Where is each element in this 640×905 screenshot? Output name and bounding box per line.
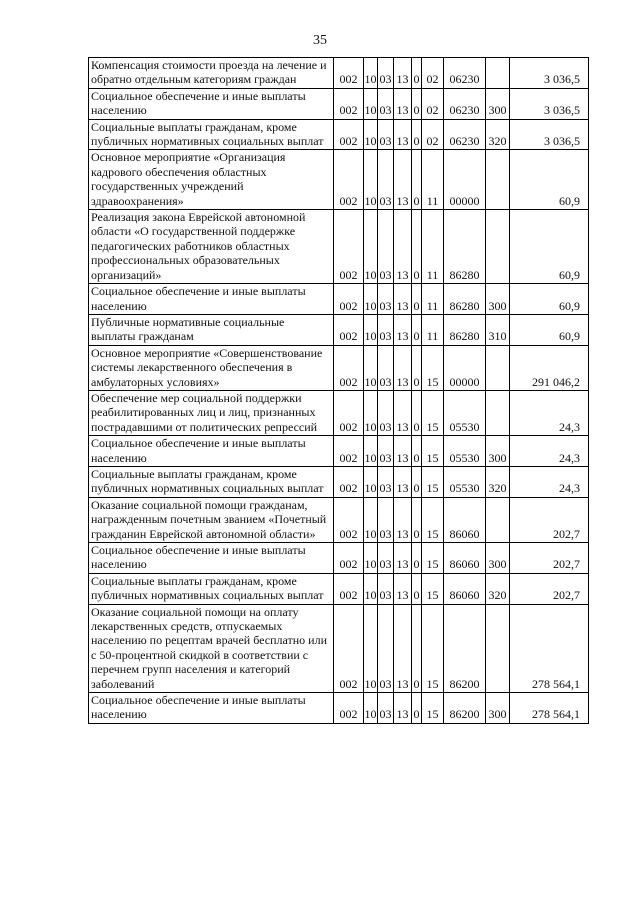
direction-code: 00000	[444, 150, 486, 210]
amount: 24,3	[510, 466, 589, 497]
table-row	[89, 436, 589, 467]
amount: 278 564,1	[510, 604, 589, 692]
event-code: 11	[422, 210, 444, 284]
subprogram-code: 0	[412, 436, 422, 467]
direction-code: 86060	[444, 497, 486, 542]
direction-code: 86200	[444, 693, 486, 724]
expense-type-code	[486, 150, 510, 210]
event-code: 15	[422, 466, 444, 497]
event-code: 15	[422, 573, 444, 604]
subprogram-code: 0	[412, 345, 422, 390]
expense-type-code: 300	[486, 543, 510, 574]
event-code: 02	[422, 88, 444, 119]
table-row	[89, 58, 589, 89]
section-code: 10	[364, 119, 378, 150]
subprogram-code: 0	[412, 573, 422, 604]
event-code: 15	[422, 497, 444, 542]
program-code: 13	[394, 88, 412, 119]
table-row	[89, 345, 589, 390]
row-name: Публичные нормативные социальные выплаты гражданам	[89, 314, 334, 345]
subsection-code: 03	[378, 210, 394, 284]
row-name: Социальное обеспечение и иные выплаты населению	[89, 693, 334, 724]
amount: 3 036,5	[510, 58, 589, 89]
expense-type-code: 320	[486, 119, 510, 150]
row-name: Компенсация стоимости проезда на лечение и обратно отдельным категориям граждан	[89, 58, 334, 89]
amount: 24,3	[510, 436, 589, 467]
subsection-code: 03	[378, 497, 394, 542]
expense-type-code	[486, 390, 510, 435]
amount: 60,9	[510, 150, 589, 210]
table-row	[89, 284, 589, 315]
subsection-code: 03	[378, 345, 394, 390]
event-code: 02	[422, 58, 444, 89]
ministry-code: 002	[334, 466, 364, 497]
section-code: 10	[364, 58, 378, 89]
direction-code: 86280	[444, 284, 486, 315]
direction-code: 86060	[444, 543, 486, 574]
section-code: 10	[364, 390, 378, 435]
row-name: Оказание социальной помощи гражданам, награжденным почетным званием «Почетный гражданин Еврейской автономной области»	[89, 497, 334, 542]
section-code: 10	[364, 436, 378, 467]
amount: 202,7	[510, 573, 589, 604]
program-code: 13	[394, 284, 412, 315]
ministry-code: 002	[334, 436, 364, 467]
direction-code: 86200	[444, 604, 486, 692]
expense-type-code	[486, 345, 510, 390]
subprogram-code: 0	[412, 466, 422, 497]
ministry-code: 002	[334, 693, 364, 724]
table-row	[89, 314, 589, 345]
event-code: 15	[422, 543, 444, 574]
row-name: Социальные выплаты гражданам, кроме публичных нормативных социальных выплат	[89, 573, 334, 604]
program-code: 13	[394, 150, 412, 210]
direction-code: 86280	[444, 210, 486, 284]
section-code: 10	[364, 543, 378, 574]
program-code: 13	[394, 693, 412, 724]
row-name: Социальное обеспечение и иные выплаты населению	[89, 436, 334, 467]
amount: 202,7	[510, 543, 589, 574]
row-name: Социальное обеспечение и иные выплаты населению	[89, 543, 334, 574]
expense-type-code	[486, 210, 510, 284]
row-name: Обеспечение мер социальной поддержки реабилитированных лиц и лиц, признанных пострадавшими от политических репрессий	[89, 390, 334, 435]
program-code: 13	[394, 210, 412, 284]
page-number: 35	[313, 33, 327, 48]
amount: 278 564,1	[510, 693, 589, 724]
subsection-code: 03	[378, 284, 394, 315]
ministry-code: 002	[334, 314, 364, 345]
program-code: 13	[394, 543, 412, 574]
expense-type-code: 300	[486, 284, 510, 315]
program-code: 13	[394, 390, 412, 435]
ministry-code: 002	[334, 573, 364, 604]
subprogram-code: 0	[412, 497, 422, 542]
subprogram-code: 0	[412, 210, 422, 284]
amount: 202,7	[510, 497, 589, 542]
subsection-code: 03	[378, 390, 394, 435]
expense-type-code: 300	[486, 693, 510, 724]
program-code: 13	[394, 345, 412, 390]
direction-code: 06230	[444, 58, 486, 89]
expense-type-code: 320	[486, 466, 510, 497]
table-row	[89, 604, 589, 692]
amount: 60,9	[510, 314, 589, 345]
section-code: 10	[364, 604, 378, 692]
expense-type-code: 300	[486, 88, 510, 119]
section-code: 10	[364, 314, 378, 345]
event-code: 11	[422, 150, 444, 210]
direction-code: 00000	[444, 345, 486, 390]
ministry-code: 002	[334, 284, 364, 315]
amount: 3 036,5	[510, 119, 589, 150]
program-code: 13	[394, 119, 412, 150]
direction-code: 05530	[444, 436, 486, 467]
program-code: 13	[394, 436, 412, 467]
expense-type-code: 300	[486, 436, 510, 467]
table-body	[89, 58, 589, 724]
subprogram-code: 0	[412, 543, 422, 574]
subsection-code: 03	[378, 58, 394, 89]
subsection-code: 03	[378, 543, 394, 574]
section-code: 10	[364, 466, 378, 497]
subprogram-code: 0	[412, 314, 422, 345]
row-name: Социальные выплаты гражданам, кроме публичных нормативных социальных выплат	[89, 466, 334, 497]
amount: 60,9	[510, 210, 589, 284]
event-code: 15	[422, 604, 444, 692]
row-name: Социальное обеспечение и иные выплаты населению	[89, 284, 334, 315]
section-code: 10	[364, 693, 378, 724]
subprogram-code: 0	[412, 150, 422, 210]
event-code: 15	[422, 436, 444, 467]
event-code: 11	[422, 284, 444, 315]
expense-type-code	[486, 497, 510, 542]
ministry-code: 002	[334, 345, 364, 390]
ministry-code: 002	[334, 58, 364, 89]
table-row	[89, 466, 589, 497]
subprogram-code: 0	[412, 58, 422, 89]
subprogram-code: 0	[412, 693, 422, 724]
expense-type-code	[486, 604, 510, 692]
row-name: Социальные выплаты гражданам, кроме публичных нормативных социальных выплат	[89, 119, 334, 150]
direction-code: 06230	[444, 119, 486, 150]
event-code: 15	[422, 390, 444, 435]
direction-code: 86280	[444, 314, 486, 345]
amount: 60,9	[510, 284, 589, 315]
program-code: 13	[394, 58, 412, 89]
program-code: 13	[394, 573, 412, 604]
table-row	[89, 693, 589, 724]
ministry-code: 002	[334, 497, 364, 542]
subsection-code: 03	[378, 604, 394, 692]
amount: 24,3	[510, 390, 589, 435]
event-code: 11	[422, 314, 444, 345]
program-code: 13	[394, 314, 412, 345]
subsection-code: 03	[378, 119, 394, 150]
section-code: 10	[364, 497, 378, 542]
event-code: 15	[422, 345, 444, 390]
program-code: 13	[394, 466, 412, 497]
subprogram-code: 0	[412, 119, 422, 150]
program-code: 13	[394, 604, 412, 692]
direction-code: 05530	[444, 390, 486, 435]
ministry-code: 002	[334, 119, 364, 150]
amount: 291 046,2	[510, 345, 589, 390]
subprogram-code: 0	[412, 390, 422, 435]
row-name: Реализация закона Еврейской автономной области «О государственной поддержке педагогических работников областных профессиональных образовательных организаций»	[89, 210, 334, 284]
event-code: 15	[422, 693, 444, 724]
table-row	[89, 88, 589, 119]
program-code: 13	[394, 497, 412, 542]
table-row	[89, 119, 589, 150]
expense-type-code: 310	[486, 314, 510, 345]
table-row	[89, 573, 589, 604]
expense-type-code	[486, 58, 510, 89]
row-name: Основное мероприятие «Организация кадрового обеспечения областных государственных учреждений здравоохранения»	[89, 150, 334, 210]
subsection-code: 03	[378, 88, 394, 119]
section-code: 10	[364, 150, 378, 210]
section-code: 10	[364, 210, 378, 284]
subprogram-code: 0	[412, 88, 422, 119]
amount: 3 036,5	[510, 88, 589, 119]
row-name: Оказание социальной помощи на оплату лекарственных средств, отпускаемых населению по рецептам врачей бесплатно или с 50-процентной скидкой в соответствии с перечнем групп населения и категорий заболеваний	[89, 604, 334, 692]
direction-code: 86060	[444, 573, 486, 604]
ministry-code: 002	[334, 390, 364, 435]
subsection-code: 03	[378, 150, 394, 210]
subsection-code: 03	[378, 466, 394, 497]
subsection-code: 03	[378, 314, 394, 345]
section-code: 10	[364, 345, 378, 390]
table-row	[89, 390, 589, 435]
subsection-code: 03	[378, 693, 394, 724]
section-code: 10	[364, 88, 378, 119]
ministry-code: 002	[334, 210, 364, 284]
table-row	[89, 497, 589, 542]
direction-code: 05530	[444, 466, 486, 497]
event-code: 02	[422, 119, 444, 150]
row-name: Социальное обеспечение и иные выплаты населению	[89, 88, 334, 119]
budget-table	[88, 57, 589, 724]
direction-code: 06230	[444, 88, 486, 119]
ministry-code: 002	[334, 604, 364, 692]
subsection-code: 03	[378, 436, 394, 467]
ministry-code: 002	[334, 88, 364, 119]
subprogram-code: 0	[412, 604, 422, 692]
table-row	[89, 150, 589, 210]
expense-type-code: 320	[486, 573, 510, 604]
subsection-code: 03	[378, 573, 394, 604]
table-row	[89, 543, 589, 574]
subprogram-code: 0	[412, 284, 422, 315]
section-code: 10	[364, 284, 378, 315]
ministry-code: 002	[334, 150, 364, 210]
section-code: 10	[364, 573, 378, 604]
row-name: Основное мероприятие «Совершенствование системы лекарственного обеспечения в амбулаторных условиях»	[89, 345, 334, 390]
table-row	[89, 210, 589, 284]
ministry-code: 002	[334, 543, 364, 574]
